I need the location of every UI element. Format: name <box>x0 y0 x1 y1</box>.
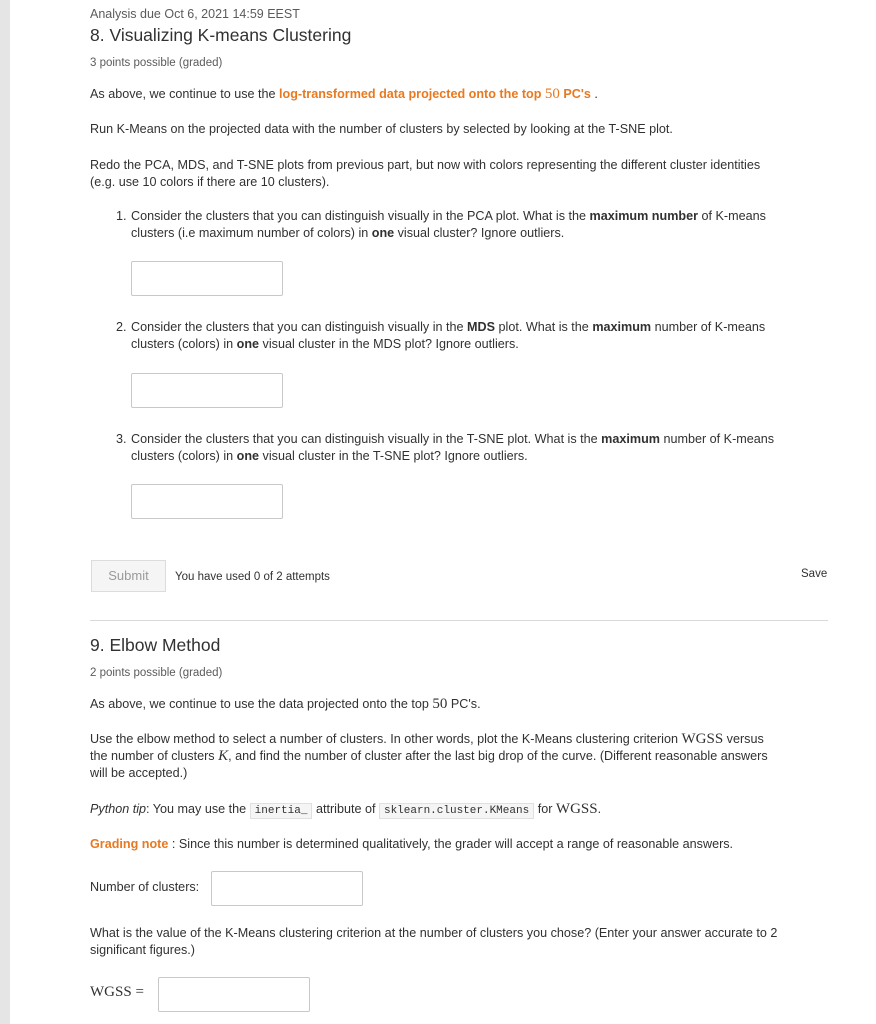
intro-text: As above, we continue to use the <box>90 87 280 101</box>
item-2-line2: clusters (colors) in one visual cluster in the MDS plot? Ignore outliers. <box>131 337 519 351</box>
mds-answer-input[interactable] <box>131 373 283 408</box>
item-1-line2: clusters (i.e maximum number of colors) in one visual cluster? Ignore outliers. <box>131 226 565 240</box>
pca-answer-input[interactable] <box>131 261 283 296</box>
submit-button[interactable]: Submit <box>91 560 166 592</box>
data-link: log-transformed data projected onto the top 50 PC's <box>279 86 591 102</box>
left-gutter <box>0 0 10 1024</box>
python-tip: Python tip: You may use the inertia_ attribute of sklearn.cluster.KMeans for WGSS. <box>90 801 602 817</box>
elbow-line3: will be accepted.) <box>90 766 188 780</box>
intro-paragraph: As above, we continue to use the data projected onto the top 50 PC's. <box>90 696 481 712</box>
item-number: 3. <box>116 432 127 446</box>
value-question-line1: What is the value of the K-Means clustering criterion at the number of clusters you chose? (Enter your answer accurate to 2 <box>90 926 778 940</box>
item-3-line1: Consider the clusters that you can distinguish visually in the T-SNE plot. What is the maximum number of K-means <box>131 432 775 446</box>
clusters-input[interactable] <box>211 871 363 906</box>
tsne-answer-input[interactable] <box>131 484 283 519</box>
inertia-code: inertia_ <box>250 803 313 819</box>
save-button[interactable]: Save <box>801 568 828 580</box>
clusters-label: Number of clusters: <box>90 880 200 894</box>
problem-title: 8. Visualizing K-means Clustering <box>90 25 352 45</box>
wgss-label: WGSS = <box>90 984 144 1000</box>
kmeans-code: sklearn.cluster.KMeans <box>379 803 534 819</box>
elbow-line1: Use the elbow method to select a number of clusters. In other words, plot the K-Means clustering criterion WGSS versus <box>90 731 764 747</box>
redo-plots-line1: Redo the PCA, MDS, and T-SNE plots from previous part, but now with colors representing the different cluster identities <box>90 158 761 172</box>
section-divider <box>90 620 828 621</box>
problem-title: 9. Elbow Method <box>90 635 221 655</box>
item-1-line1: Consider the clusters that you can distinguish visually in the PCA plot. What is the maximum number of K-means <box>131 209 766 223</box>
intro-paragraph: As above, we continue to use the log-transformed data projected onto the top 50 PC's . <box>90 86 598 102</box>
grading-note: Grading note : Since this number is determined qualitatively, the grader will accept a range of reasonable answers. <box>90 837 734 851</box>
redo-plots-line2: (e.g. use 10 colors if there are 10 clusters). <box>90 175 330 189</box>
item-3-line2: clusters (colors) in one visual cluster in the T-SNE plot? Ignore outliers. <box>131 449 528 463</box>
elbow-line2: the number of clusters K, and find the number of cluster after the last big drop of the curve. (Different reasonable answers <box>90 748 768 764</box>
attempts-label: You have used 0 of 2 attempts <box>175 571 330 583</box>
points-label: 3 points possible (graded) <box>90 57 223 69</box>
item-number: 1. <box>116 209 127 223</box>
points-label: 2 points possible (graded) <box>90 667 223 679</box>
value-question-line2: significant figures.) <box>90 943 195 957</box>
wgss-input[interactable] <box>158 977 310 1012</box>
item-2-line1: Consider the clusters that you can distinguish visually in the MDS plot. What is the maximum number of K-means <box>131 320 766 334</box>
item-number: 2. <box>116 320 127 334</box>
due-date: Analysis due Oct 6, 2021 14:59 EEST <box>90 7 300 21</box>
run-kmeans-paragraph: Run K-Means on the projected data with the number of clusters by selected by looking at the T-SNE plot. <box>90 122 673 136</box>
